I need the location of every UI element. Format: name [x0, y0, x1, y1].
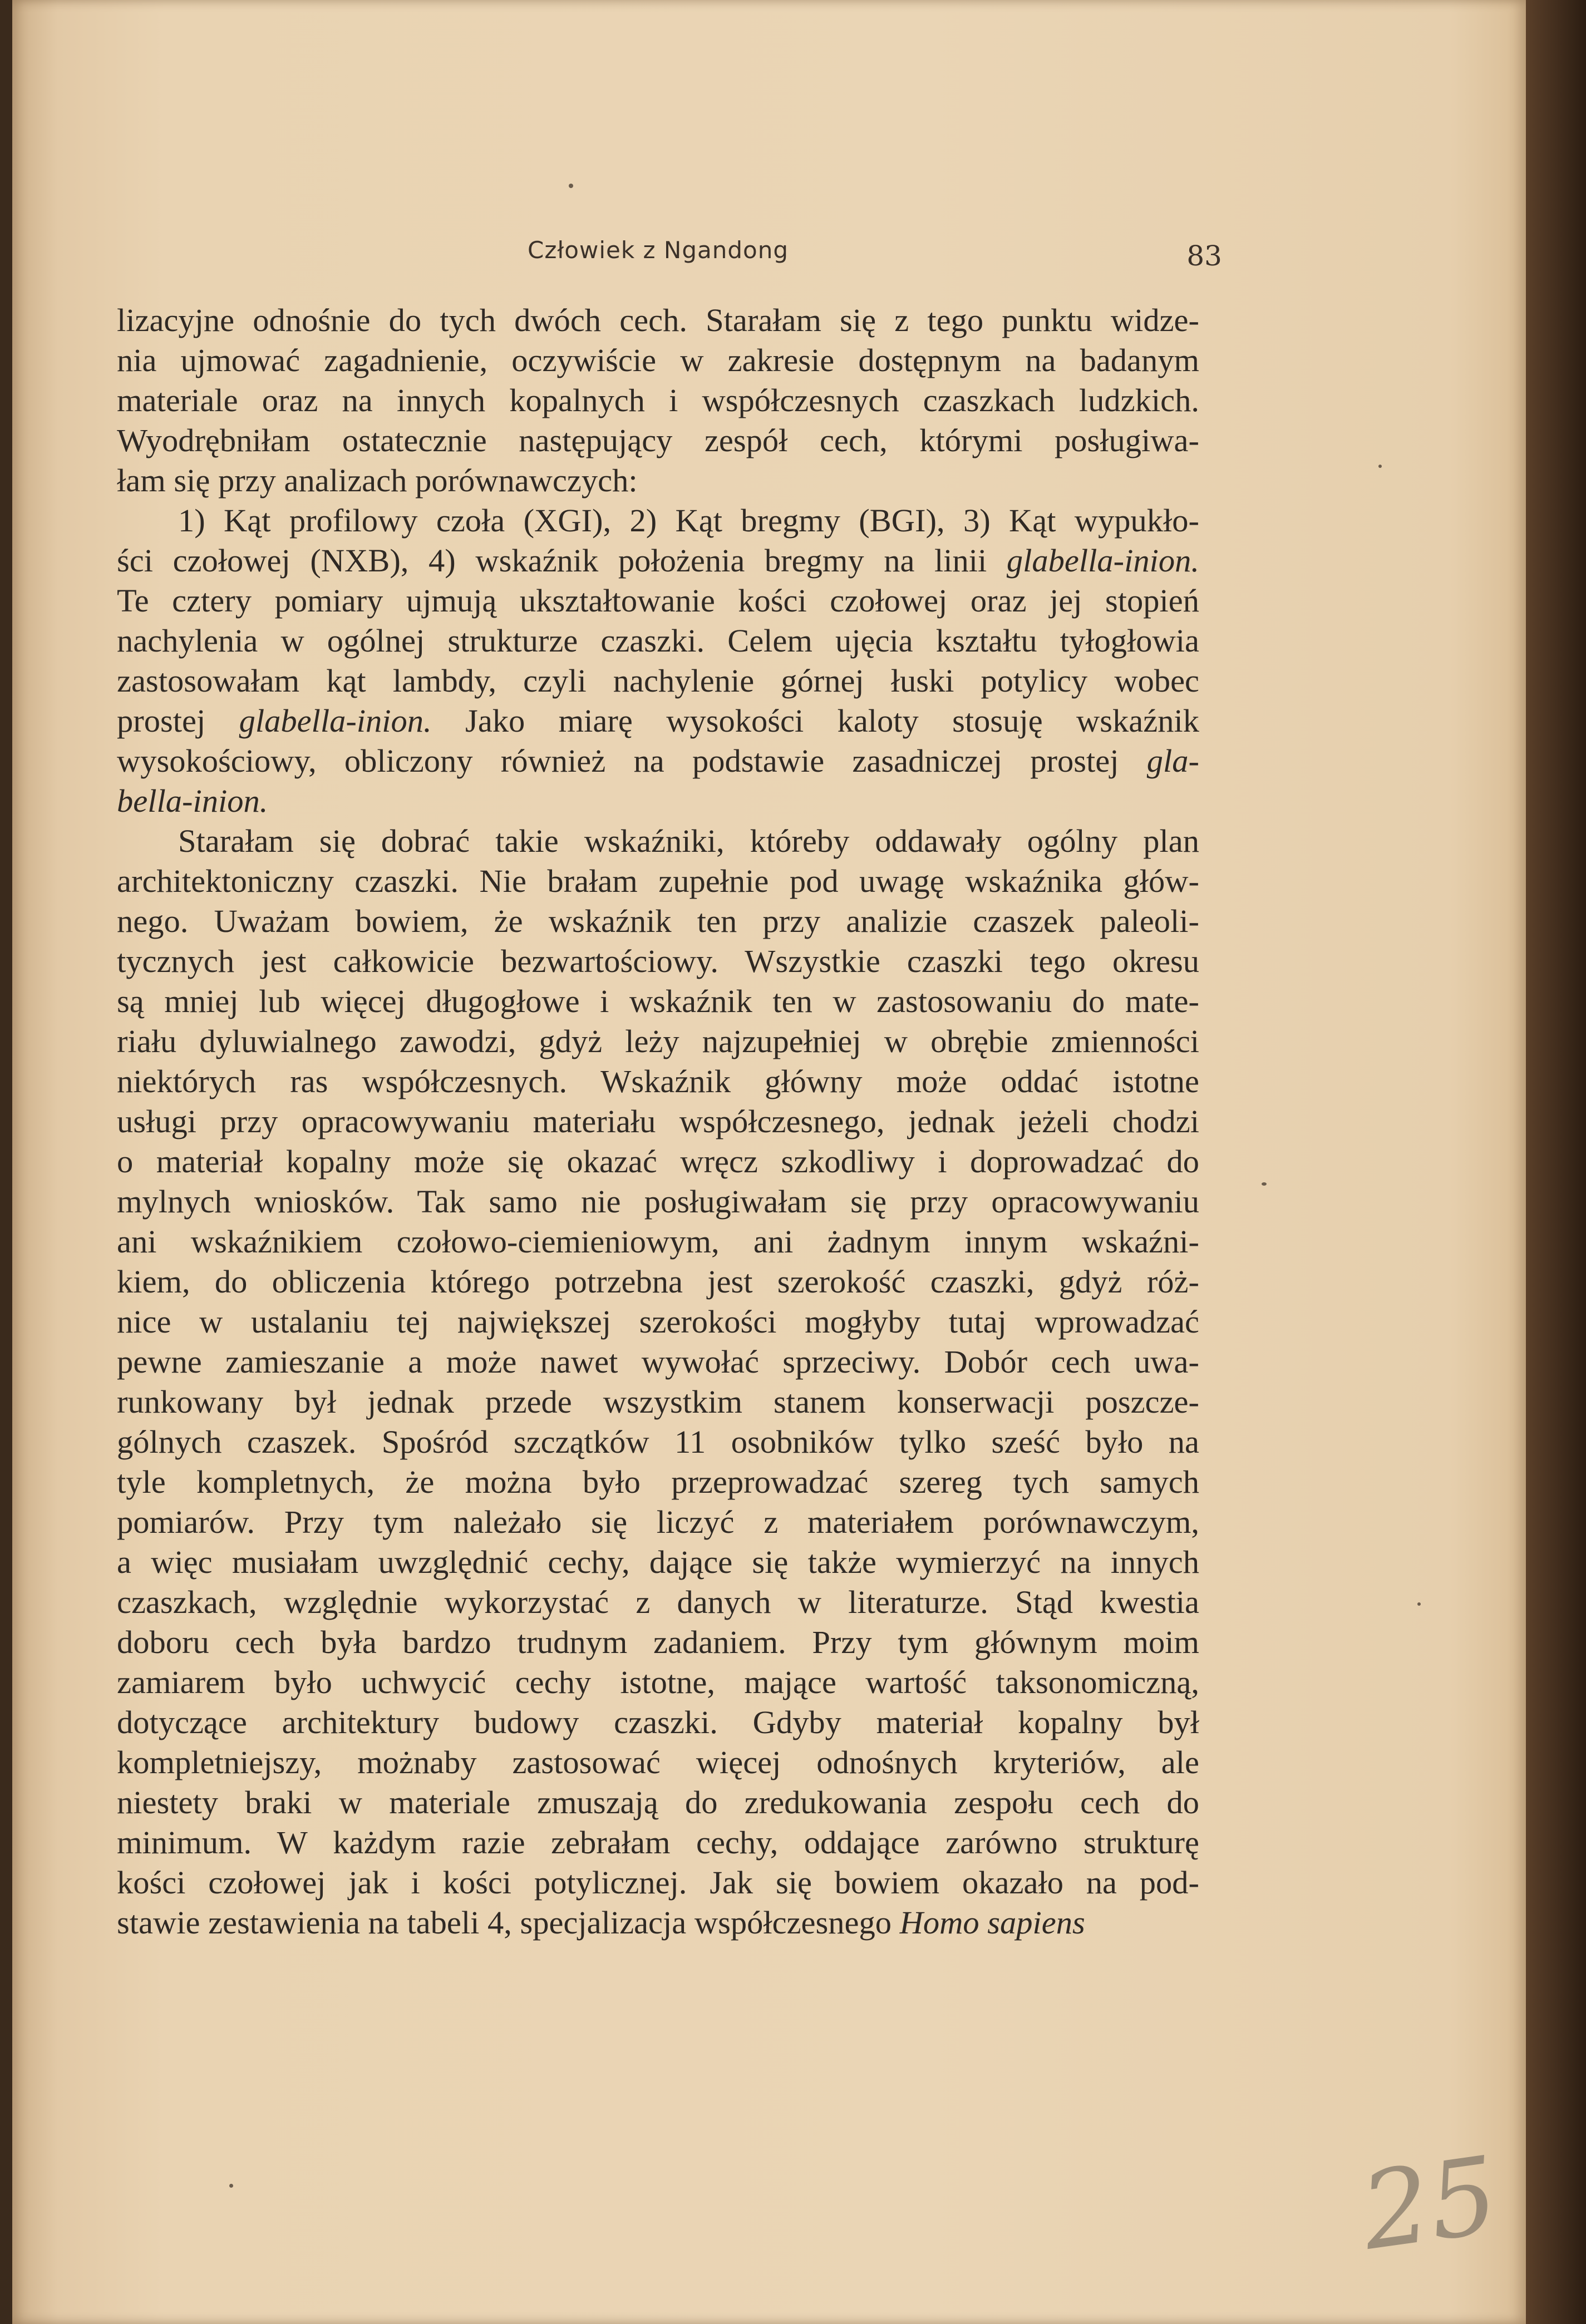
text-line: [117, 1022, 1199, 1062]
text-line: [117, 1703, 1199, 1743]
line-text: usługi przy opracowywaniu materiału współczesnego, jednak jeżeli chodzi: [117, 1103, 1199, 1139]
line-text: niestety braki w materiale zmuszają do zredukowania zespołu cech do: [117, 1784, 1199, 1820]
text-line: [117, 781, 1199, 821]
text-line: [117, 1863, 1199, 1903]
body-text: [117, 300, 1199, 1943]
text-line: [117, 1382, 1199, 1422]
text-line: [117, 1342, 1199, 1382]
text-line: [117, 1662, 1199, 1703]
text-line: [117, 421, 1199, 461]
text-line: [117, 1542, 1199, 1582]
text-line: [117, 661, 1199, 701]
line-text: są mniej lub więcej długogłowe i wskaźnik ten w zastosowaniu do mate-: [117, 983, 1199, 1019]
text-line: [117, 581, 1199, 621]
line-text: kości czołowej jak i kości potylicznej. Jak się bowiem okazało na pod-: [117, 1864, 1199, 1901]
line-text: niektórych ras współczesnych. Wskaźnik główny może oddać istotne: [117, 1063, 1199, 1099]
text-line: [117, 1903, 1199, 1943]
text-line: [117, 1622, 1199, 1662]
running-header: [118, 236, 1222, 281]
line-text: wysokościowy, obliczony również na podstawie zasadniczej prostej: [117, 743, 1147, 779]
line-italic-text: Homo sapiens: [899, 1904, 1085, 1941]
text-line: [117, 300, 1199, 341]
line-text: architektoniczny czaszki. Nie brałam zupełnie pod uwagę wskaźnika głów-: [117, 863, 1199, 899]
line-text: mylnych wniosków. Tak samo nie posługiwałam się przy opracowywaniu: [117, 1183, 1199, 1220]
line-text: 1) Kąt profilowy czoła (XGI), 2) Kąt bregmy (BGI), 3) Kąt wypukło-: [178, 502, 1199, 539]
text-line: [117, 501, 1199, 541]
line-text: Starałam się dobrać takie wskaźniki, któreby oddawały ogólny plan: [178, 823, 1199, 859]
text-line: [117, 1302, 1199, 1342]
paper-speck: [1378, 465, 1382, 468]
line-text: pomiarów. Przy tym należało się liczyć z materiałem porównawczym,: [117, 1504, 1199, 1540]
text-line: [117, 1783, 1199, 1823]
line-text: Te cztery pomiary ujmują ukształtowanie kości czołowej oraz jej stopień: [117, 583, 1199, 619]
line-text: tyle kompletnych, że można było przeprowadzać szereg tych samych: [117, 1464, 1199, 1500]
line-text: ani wskaźnikiem czołowo-ciemieniowym, ani żadnym innym wskaźni-: [117, 1223, 1199, 1260]
line-text: minimum. W każdym razie zebrałam cechy, oddające zarówno strukturę: [117, 1824, 1199, 1861]
text-line: [117, 821, 1199, 861]
text-line: [117, 1102, 1199, 1142]
text-line: [117, 1823, 1199, 1863]
line-text: nachylenia w ogólnej strukturze czaszki. Celem ujęcia kształtu tyłogłowia: [117, 623, 1199, 659]
text-line: [117, 1222, 1199, 1262]
paper-speck: [1417, 1602, 1421, 1606]
text-line: [117, 1062, 1199, 1102]
line-text: a więc musiałam uwzględnić cechy, dające się także wymierzyć na innych: [117, 1544, 1199, 1580]
text-line: [117, 1582, 1199, 1622]
line-text: prostej: [117, 703, 239, 739]
paper-speck: [569, 184, 573, 188]
line-text: nia ujmować zagadnienie, oczywiście w zakresie dostępnym na badanym: [117, 342, 1199, 378]
line-text-after: Jako miarę wysokości kaloty stosuję wskaźnik: [431, 703, 1199, 739]
text-line: [117, 341, 1199, 381]
line-text: materiale oraz na innych kopalnych i współczesnych czaszkach ludzkich.: [117, 382, 1199, 418]
text-line: [117, 621, 1199, 661]
line-text: nego. Uważam bowiem, że wskaźnik ten przy analizie czaszek paleoli-: [117, 903, 1199, 939]
text-line: [117, 1502, 1199, 1542]
line-text: ści czołowej (NXB), 4) wskaźnik położenia bregmy na linii: [117, 542, 1007, 579]
book-spine-edge: [1526, 0, 1586, 2324]
line-text: gólnych czaszek. Spośród szczątków 11 osobników tylko sześć było na: [117, 1424, 1199, 1460]
line-text: zamiarem było uchwycić cechy istotne, mające wartość taksonomiczną,: [117, 1664, 1199, 1700]
line-italic-text: bella-inion.: [117, 783, 268, 819]
line-italic-text: gla-: [1146, 743, 1199, 779]
line-text: tycznych jest całkowicie bezwartościowy. Wszystkie czaszki tego okresu: [117, 943, 1199, 979]
line-text: stawie zestawienia na tabeli 4, specjalizacja współczesnego: [117, 1904, 900, 1941]
line-text: lizacyjne odnośnie do tych dwóch cech. Starałam się z tego punktu widze-: [117, 302, 1199, 338]
paper-speck: [1262, 1182, 1267, 1186]
line-text: pewne zamieszanie a może nawet wywołać sprzeciwy. Dobór cech uwa-: [117, 1344, 1199, 1380]
running-title: Człowiek z Ngandong: [528, 236, 789, 264]
text-line: [117, 1142, 1199, 1182]
text-line: [117, 381, 1199, 421]
text-line: [117, 981, 1199, 1022]
page-number: 83: [1186, 240, 1222, 272]
line-text: czaszkach, względnie wykorzystać z danych w literaturze. Stąd kwestia: [117, 1584, 1199, 1620]
line-italic-text: glabella-inion.: [1006, 542, 1199, 579]
text-line: [117, 741, 1199, 781]
line-text: runkowany był jednak przede wszystkim stanem konserwacji poszcze-: [117, 1384, 1199, 1420]
text-line: [117, 1182, 1199, 1222]
line-text: kiem, do obliczenia którego potrzebna jest szerokość czaszki, gdyż róż-: [117, 1264, 1199, 1300]
line-text: łam się przy analizach porównawczych:: [117, 462, 638, 499]
paper-speck: [229, 2184, 233, 2188]
text-line: [117, 941, 1199, 981]
text-line: [117, 1422, 1199, 1462]
line-text: kompletniejszy, możnaby zastosować więcej odnośnych kryteriów, ale: [117, 1744, 1199, 1780]
line-text: zastosowałam kąt lambdy, czyli nachylenie górnej łuski potylicy wobec: [117, 663, 1199, 699]
text-line: [117, 701, 1199, 741]
line-text: doboru cech była bardzo trudnym zadaniem. Przy tym głównym moim: [117, 1624, 1199, 1660]
line-text: riału dyluwialnego zawodzi, gdyż leży najzupełniej w obrębie zmienności: [117, 1023, 1199, 1059]
handwritten-page-mark: 25: [1354, 2133, 1505, 2274]
text-line: [117, 1743, 1199, 1783]
text-line: [117, 541, 1199, 581]
line-text: nice w ustalaniu tej największej szerokości mogłyby tutaj wprowadzać: [117, 1304, 1199, 1340]
text-line: [117, 1262, 1199, 1302]
text-line: [117, 901, 1199, 941]
text-line: [117, 461, 1199, 501]
text-line: [117, 1462, 1199, 1502]
line-text: Wyodrębniłam ostatecznie następujący zespół cech, którymi posługiwa-: [117, 422, 1199, 458]
line-italic-text: glabella-inion.: [239, 703, 432, 739]
line-text: dotyczące architektury budowy czaszki. Gdyby materiał kopalny był: [117, 1704, 1199, 1740]
line-text: o materiał kopalny może się okazać wręcz szkodliwy i doprowadzać do: [117, 1143, 1199, 1180]
text-line: [117, 861, 1199, 901]
